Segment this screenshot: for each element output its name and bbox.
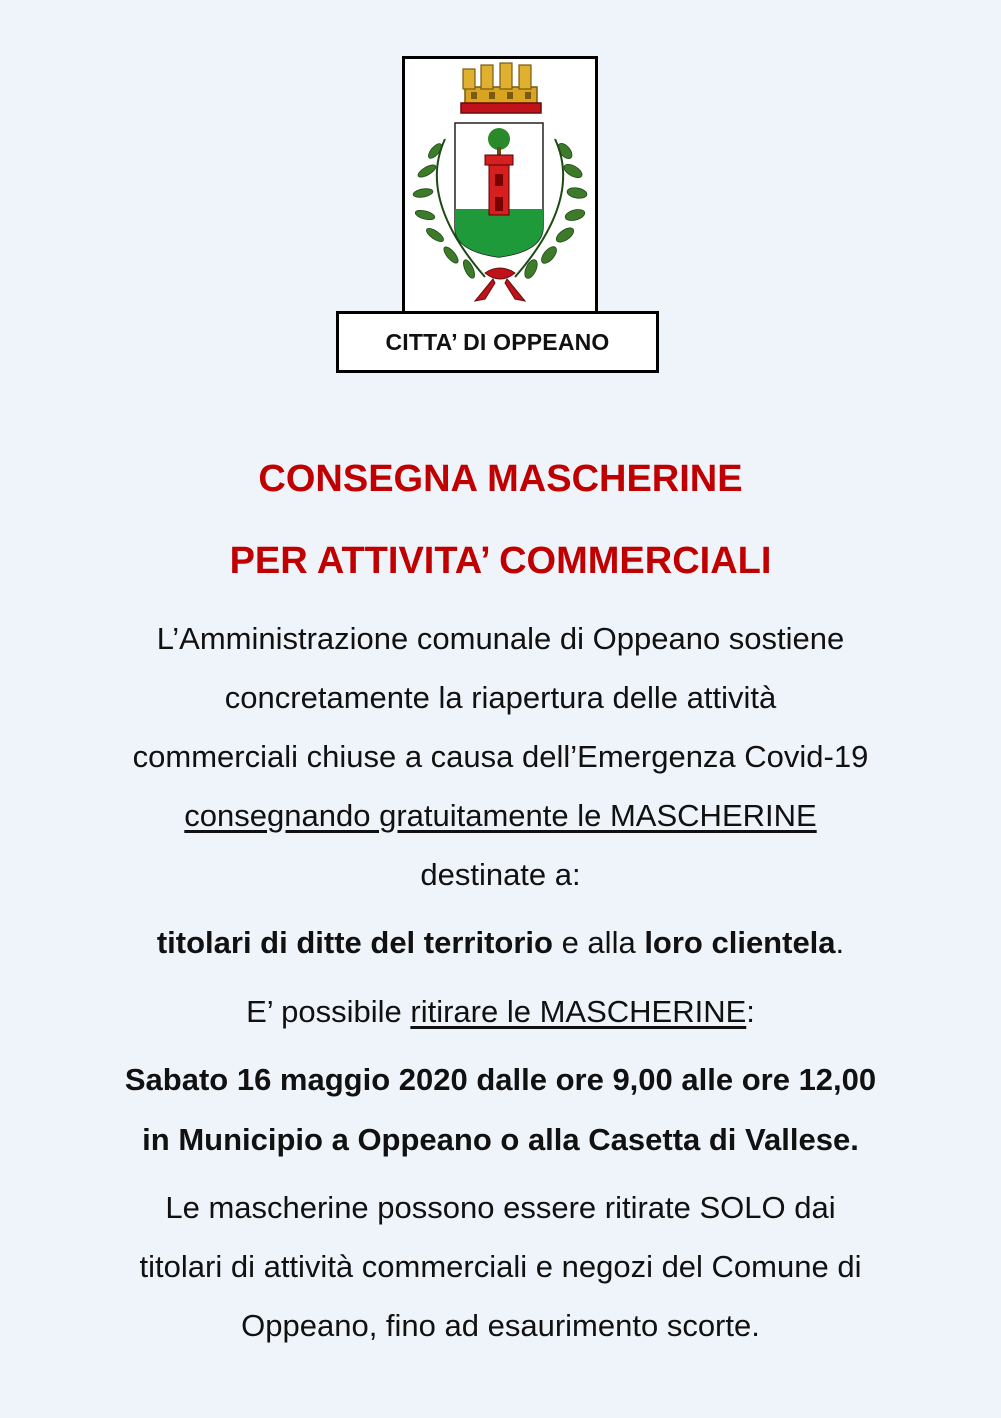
- intro-line-4: consegnando gratuitamente le MASCHERINE: [184, 798, 817, 833]
- intro-line-1: L’Amministrazione comunale di Oppeano sostiene: [156, 621, 845, 656]
- pickup-underlined: ritirare le MASCHERINE: [410, 994, 747, 1029]
- title-line-2: PER ATTIVITA’ COMMERCIALI: [229, 540, 772, 582]
- notice-line-1: Le mascherine possono essere ritirate SOLO dai: [165, 1190, 836, 1225]
- intro-line-5: destinate a:: [420, 857, 581, 892]
- pickup-prefix: E’ possibile: [246, 994, 411, 1029]
- recipients-period: .: [835, 925, 845, 960]
- recipients-clients: loro clientela: [644, 925, 836, 960]
- recipients-connector: e alla: [552, 925, 645, 960]
- title-line-1: CONSEGNA MASCHERINE: [258, 458, 743, 500]
- intro-line-2: concretamente la riapertura delle attività: [224, 680, 777, 715]
- recipients-line: [0, 925, 1001, 961]
- recipients-owners: titolari di ditte del territorio: [156, 925, 553, 960]
- pickup-line: [0, 994, 1001, 1030]
- notice-line-2: titolari di attività commerciali e negozi del Comune di: [139, 1249, 862, 1284]
- coat-of-arms: [402, 56, 598, 314]
- notice-line-3: Oppeano, fino ad esaurimento scorte.: [241, 1308, 760, 1343]
- oppeano-coat-of-arms-icon: [405, 59, 595, 311]
- intro-line-3: commerciali chiuse a causa dell’Emergenza Covid-19: [132, 739, 869, 774]
- pickup-suffix: :: [746, 994, 755, 1029]
- schedule-line-2: in Municipio a Oppeano o alla Casetta di Vallese.: [142, 1122, 859, 1157]
- city-name-label: CITTA’ DI OPPEANO: [336, 311, 659, 373]
- schedule-line-1: Sabato 16 maggio 2020 dalle ore 9,00 alle ore 12,00: [124, 1062, 877, 1097]
